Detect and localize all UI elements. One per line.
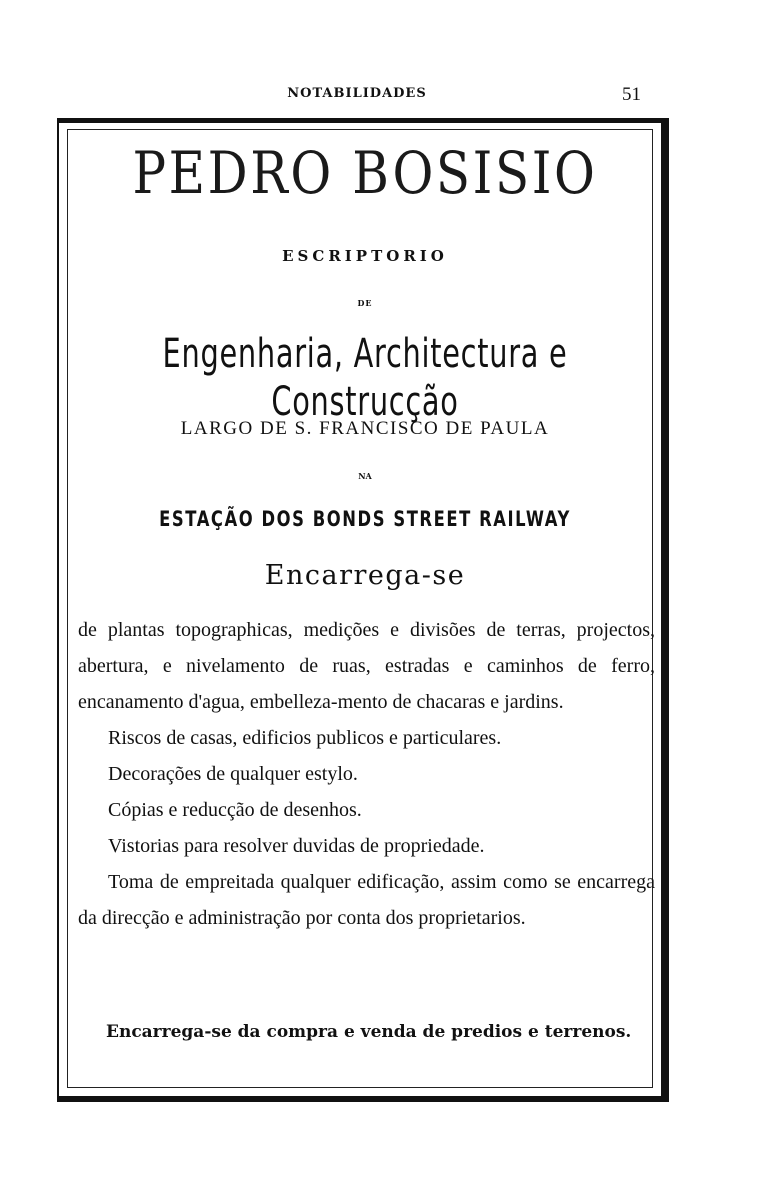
services-heading: Encarrega-se	[264, 560, 466, 591]
page-number: 51	[622, 84, 641, 105]
services-body	[78, 612, 655, 936]
services-paragraph: Toma de empreitada qualquer edificação, assim como se encarrega da direcção e administração por conta dos proprietarios.	[78, 871, 655, 929]
connector-de: DE	[357, 298, 373, 308]
closing-statement: Encarrega-se da compra e venda de predios e terrenos.	[106, 1022, 632, 1042]
advert-content	[75, 118, 655, 1098]
connector-na: NA	[358, 471, 372, 481]
services-paragraph: de plantas topographicas, medições e divisões de terras, projectos, abertura, e nivelamento de ruas, estradas e caminhos de ferro, encanamento d'agua, embelleza-mento de chacaras e jardins.	[78, 619, 655, 713]
services-paragraph: Decorações de qualquer estylo.	[108, 763, 358, 785]
advertiser-name: PEDRO BOSISIO	[132, 139, 598, 207]
running-title: NOTABILIDADES	[287, 86, 427, 101]
station-line: ESTAÇÃO DOS BONDS STREET RAILWAY	[159, 507, 571, 531]
running-head	[0, 84, 768, 108]
office-label: ESCRIPTORIO	[282, 247, 448, 265]
specialty-title: Engenharia, Architectura e Construcção	[162, 331, 568, 425]
services-paragraph: Riscos de casas, edificios publicos e particulares.	[108, 727, 502, 749]
services-paragraph: Vistorias para resolver duvidas de propriedade.	[108, 835, 485, 857]
address-line: LARGO DE S. FRANCISCO DE PAULA	[180, 418, 550, 439]
services-paragraph: Cópias e reducção de desenhos.	[108, 799, 362, 821]
